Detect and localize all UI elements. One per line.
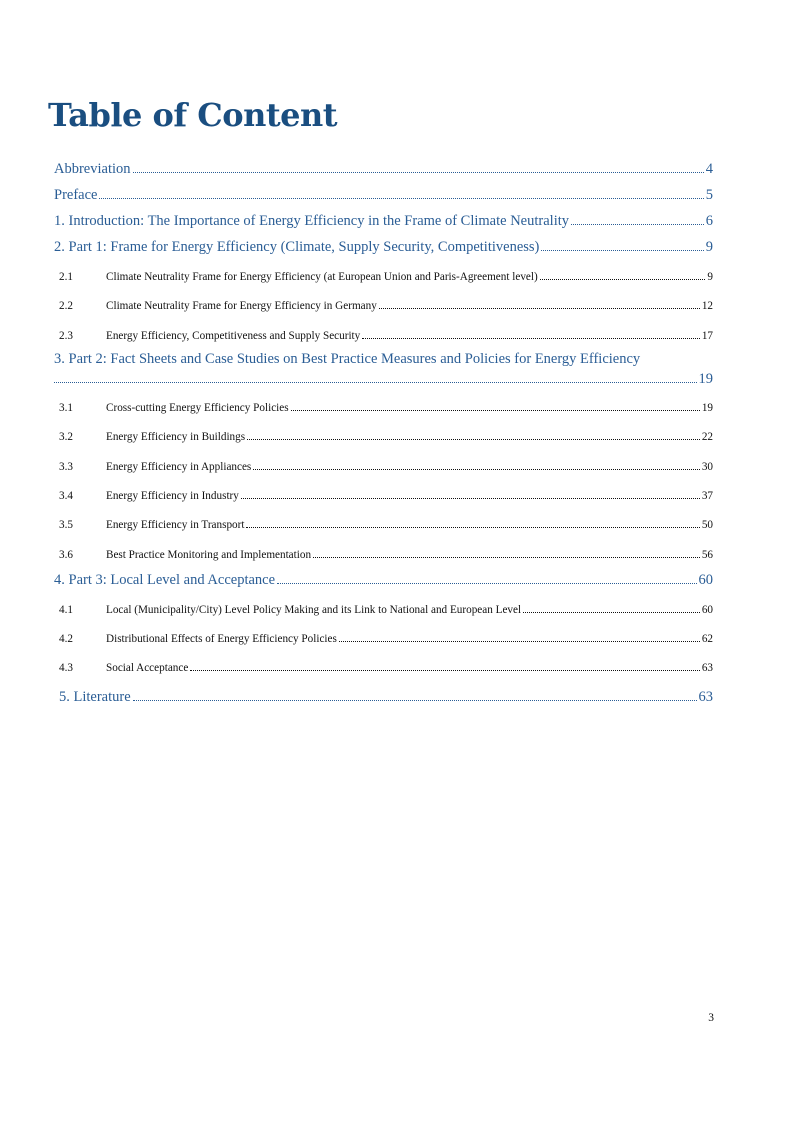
toc-leader-dots — [99, 198, 703, 199]
toc-label: 5. Literature — [59, 689, 131, 705]
toc-entry-3-2[interactable] — [59, 431, 713, 443]
toc-leader-dots — [190, 670, 700, 671]
toc-section-number: 2.1 — [59, 271, 73, 283]
toc-page-number: 5 — [705, 187, 713, 203]
toc-section-number: 3.4 — [59, 490, 73, 502]
toc-label: Energy Efficiency in Transport — [106, 519, 245, 531]
toc-section-number: 2.3 — [59, 330, 73, 342]
toc-leader-dots — [253, 469, 700, 470]
toc-entry-literature[interactable] — [59, 689, 713, 706]
toc-label: Climate Neutrality Frame for Energy Efficiency in Germany — [106, 300, 377, 312]
toc-page-number: 4 — [705, 161, 713, 177]
toc-label: 1. Introduction: The Importance of Energy Efficiency in the Frame of Climate Neutrality — [54, 213, 569, 229]
toc-label: Energy Efficiency in Appliances — [106, 461, 252, 473]
toc-entry-abbreviation[interactable] — [54, 161, 713, 178]
toc-label: Cross-cutting Energy Efficiency Policies — [106, 402, 289, 414]
toc-page-number: 62 — [701, 633, 713, 645]
toc-label: Local (Municipality/City) Level Policy Making and its Link to National and European Level — [106, 604, 522, 616]
toc-page-number: 22 — [701, 431, 713, 443]
toc-section-number: 3.5 — [59, 519, 73, 531]
toc-page-number: 60 — [701, 604, 713, 616]
toc-page-number: 12 — [701, 300, 713, 312]
toc-leader-dots — [571, 224, 704, 225]
toc-label: Best Practice Monitoring and Implementation — [106, 549, 312, 561]
toc-page-number: 19 — [701, 402, 713, 414]
toc-entry-2-1[interactable] — [59, 271, 713, 283]
toc-label: Social Acceptance — [106, 662, 189, 674]
toc-entry-part-3[interactable] — [54, 572, 713, 589]
toc-entry-2-2[interactable] — [59, 300, 713, 312]
toc-page-number: 63 — [698, 689, 713, 705]
toc-entry-2-3[interactable] — [59, 330, 713, 342]
toc-label: Distributional Effects of Energy Efficiency Policies — [106, 633, 337, 645]
toc-entry-part-2[interactable] — [54, 351, 713, 388]
toc-section-number: 4.1 — [59, 604, 73, 616]
toc-label: Climate Neutrality Frame for Energy Efficiency (at European Union and Paris-Agreement level) — [106, 271, 538, 283]
toc-entry-3-1[interactable] — [59, 402, 713, 414]
toc-section-number: 3.3 — [59, 461, 73, 473]
toc-entry-3-6[interactable] — [59, 549, 713, 561]
toc-section-number: 4.3 — [59, 662, 73, 674]
toc-leader-dots — [379, 308, 700, 309]
toc-label: 4. Part 3: Local Level and Acceptance — [54, 572, 276, 588]
toc-section-number: 2.2 — [59, 300, 73, 312]
toc-leader-dots — [313, 557, 700, 558]
toc-leader-dots — [362, 338, 700, 339]
toc-entry-preface[interactable] — [54, 187, 713, 204]
page-title: Table of Content — [48, 96, 338, 134]
toc-entry-4-2[interactable] — [59, 633, 713, 645]
toc-leader-dots — [277, 583, 696, 584]
toc-page-number: 9 — [707, 271, 713, 283]
toc-entry-3-4[interactable] — [59, 490, 713, 502]
toc-leader-dots — [339, 641, 700, 642]
toc-label: Preface — [54, 187, 98, 203]
toc-page-number: 17 — [701, 330, 713, 342]
toc-section-number: 3.6 — [59, 549, 73, 561]
toc-leader-dots — [133, 700, 697, 701]
toc-entry-part-1[interactable] — [54, 239, 713, 256]
toc-page-number: 19 — [698, 371, 713, 387]
toc-leader-dots — [291, 410, 700, 411]
toc-label: Energy Efficiency, Competitiveness and Supply Security — [106, 330, 361, 342]
toc-leader-dots — [523, 612, 700, 613]
toc-label: 2. Part 1: Frame for Energy Efficiency (Climate, Supply Security, Competitiveness) — [54, 239, 540, 255]
toc-page-number: 37 — [701, 490, 713, 502]
toc-leader-dots — [133, 172, 704, 173]
toc-leader-dots — [541, 250, 703, 251]
toc-entry-4-1[interactable] — [59, 604, 713, 616]
toc-label: Energy Efficiency in Industry — [106, 490, 239, 502]
toc-entry-3-3[interactable] — [59, 461, 713, 473]
toc-page-number: 50 — [701, 519, 713, 531]
toc-label: 3. Part 2: Fact Sheets and Case Studies on Best Practice Measures and Policies for Energy Efficiency — [54, 351, 641, 367]
toc-section-number: 3.1 — [59, 402, 73, 414]
toc-entry-3-5[interactable] — [59, 519, 713, 531]
toc-entry-introduction[interactable] — [54, 213, 713, 230]
toc-page-number: 9 — [705, 239, 713, 255]
toc-label: Abbreviation — [54, 161, 131, 177]
toc-section-number: 3.2 — [59, 431, 73, 443]
toc-leader-dots — [246, 527, 699, 528]
toc-leader-dots — [54, 382, 697, 383]
toc-page-number: 56 — [701, 549, 713, 561]
toc-label: Energy Efficiency in Buildings — [106, 431, 246, 443]
toc-entry-4-3[interactable] — [59, 662, 713, 674]
toc-leader-dots — [247, 439, 700, 440]
toc-leader-dots — [540, 279, 706, 280]
toc-page-number: 60 — [698, 572, 713, 588]
toc-page-number: 6 — [705, 213, 713, 229]
toc-page-number: 63 — [701, 662, 713, 674]
toc-page-number: 30 — [701, 461, 713, 473]
toc-section-number: 4.2 — [59, 633, 73, 645]
page-number: 3 — [708, 1012, 714, 1024]
toc-leader-dots — [241, 498, 700, 499]
